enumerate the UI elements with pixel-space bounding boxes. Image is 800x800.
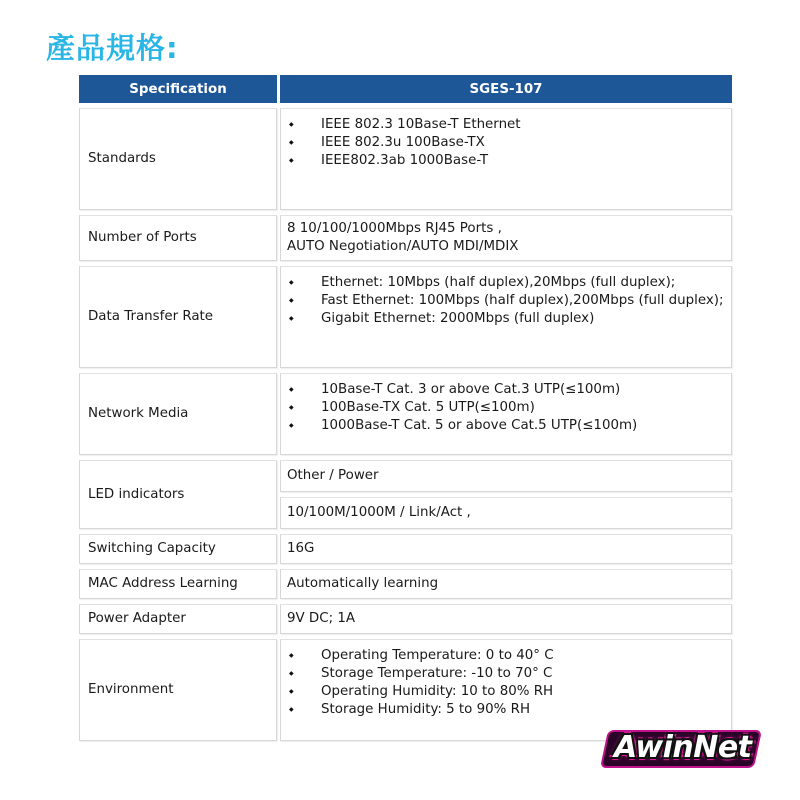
row-label-led: LED indicators	[79, 460, 277, 529]
row-label-power: Power Adapter	[79, 604, 277, 634]
list-item: ◆ Storage Temperature: -10 to 70° C	[287, 665, 725, 683]
list-item: ◆ Fast Ethernet: 100Mbps (half duplex),200Mbps (full duplex);	[287, 292, 725, 310]
row-label-transfer-rate: Data Transfer Rate	[79, 266, 277, 368]
brand-logo	[604, 726, 760, 772]
page-title: 產品規格:	[46, 31, 179, 65]
row-value-led-link: 10/100M/1000M / Link/Act ,	[280, 497, 732, 529]
ports-line: 8 10/100/1000Mbps RJ45 Ports ,	[287, 221, 502, 236]
network-media-list	[287, 381, 725, 435]
table-row	[79, 373, 732, 455]
table-row	[79, 108, 732, 210]
list-item: ◆ Operating Temperature: 0 to 40° C	[287, 647, 725, 665]
row-label-ports: Number of Ports	[79, 215, 277, 261]
list-item: ◆ Storage Humidity: 5 to 90% RH	[287, 701, 725, 719]
row-label-standards: Standards	[79, 108, 277, 210]
table-row	[79, 215, 732, 261]
row-value-switching: 16G	[280, 534, 732, 564]
table-row	[79, 460, 732, 492]
row-label-mac: MAC Address Learning	[79, 569, 277, 599]
ports-line: AUTO Negotiation/AUTO MDI/MDIX	[287, 239, 519, 254]
logo-text: AwinNet	[614, 730, 752, 765]
row-value-transfer-rate	[280, 266, 732, 368]
list-item: ◆ IEEE802.3ab 1000Base-T	[287, 152, 725, 170]
table-row	[79, 604, 732, 634]
header-model: SGES-107	[280, 75, 732, 103]
list-item: ◆ IEEE 802.3 10Base-T Ethernet	[287, 116, 725, 134]
list-item: ◆ 10Base-T Cat. 3 or above Cat.3 UTP(≤100m)	[287, 381, 725, 399]
row-value-ports	[280, 215, 732, 261]
environment-list	[287, 647, 725, 719]
row-label-environment: Environment	[79, 639, 277, 741]
header-specification: Specification	[79, 75, 277, 103]
row-value-standards	[280, 108, 732, 210]
table-row	[79, 534, 732, 564]
spec-table	[76, 70, 735, 746]
table-header-row	[79, 75, 732, 103]
transfer-rate-list	[287, 274, 725, 328]
row-label-network-media: Network Media	[79, 373, 277, 455]
row-value-mac: Automatically learning	[280, 569, 732, 599]
list-item: ◆ 100Base-TX Cat. 5 UTP(≤100m)	[287, 399, 725, 417]
row-value-network-media	[280, 373, 732, 455]
row-label-switching: Switching Capacity	[79, 534, 277, 564]
table-row	[79, 569, 732, 599]
row-value-led-power: Other / Power	[280, 460, 732, 492]
list-item: ◆ Gigabit Ethernet: 2000Mbps (full duplex)	[287, 310, 725, 328]
list-item: ◆ Ethernet: 10Mbps (half duplex),20Mbps (full duplex);	[287, 274, 725, 292]
list-item: ◆ 1000Base-T Cat. 5 or above Cat.5 UTP(≤100m)	[287, 417, 725, 435]
row-value-power: 9V DC; 1A	[280, 604, 732, 634]
standards-list	[287, 116, 725, 170]
list-item: ◆ IEEE 802.3u 100Base-TX	[287, 134, 725, 152]
table-row	[79, 266, 732, 368]
list-item: ◆ Operating Humidity: 10 to 80% RH	[287, 683, 725, 701]
